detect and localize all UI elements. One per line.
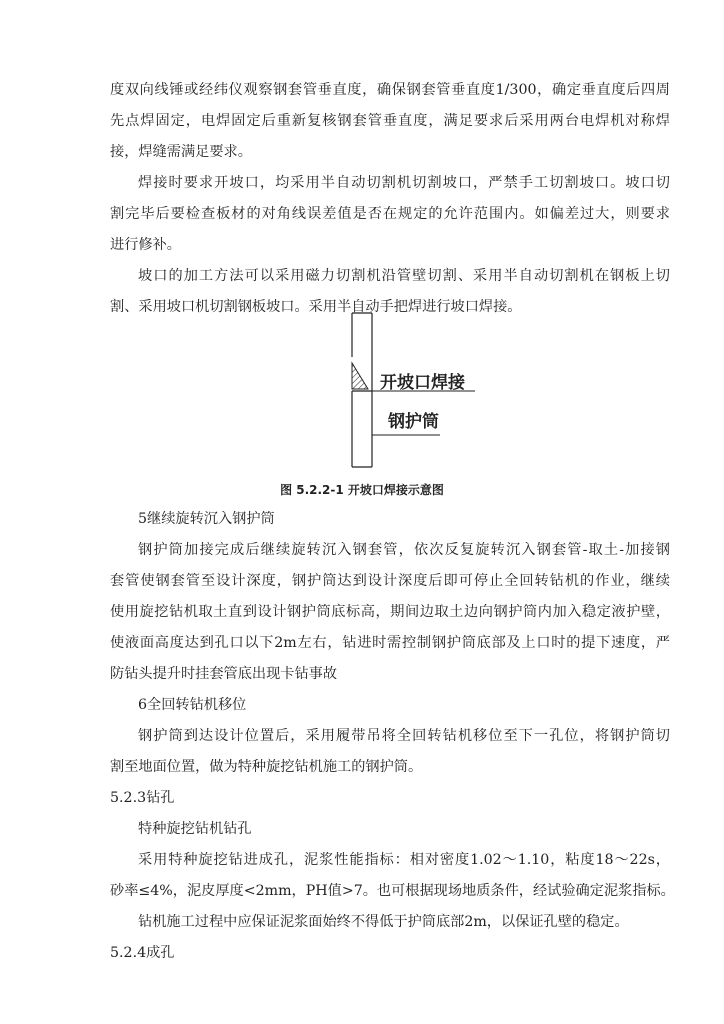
paragraph-line: 套管使钢套管至设计深度，钢护筒达到设计深度后即可停止全回转钻机的作业，继续 [110, 573, 670, 589]
subsection-heading: 特种旋挖钻机钻孔 [138, 821, 252, 837]
section-heading: 5.2.3钻孔 [110, 790, 175, 806]
paragraph-line: 度双向线锤或经纬仪观察钢套管垂直度，确保钢套管垂直度1/300，确定垂直度后四周 [110, 82, 670, 98]
paragraph-line: 坡口的加工方法可以采用磁力切割机沿管壁切割、采用半自动切割机在钢板上切 [138, 268, 670, 284]
paragraph-line: 焊接时要求开坡口，均采用半自动切割机切割坡口，严禁手工切割坡口。坡口切 [138, 175, 670, 191]
paragraph-line: 使用旋挖钻机取土直到设计钢护筒底标高，期间边取土边向钢护筒内加入稳定液护壁， [110, 604, 670, 620]
paragraph-line: 钢护筒加接完成后继续旋转沉入钢套管，依次反复旋转沉入钢套管-取土-加接钢 [138, 542, 670, 558]
paragraph-line: 割完毕后要检查板材的对角线误差值是否在规定的允许范围内。如偏差过大，则要求 [110, 206, 670, 222]
section-heading: 6全回转钻机移位 [138, 697, 247, 713]
groove-weld-label: 开坡口焊接 [380, 373, 465, 393]
groove-weld-diagram [340, 305, 500, 475]
groove-hatch [352, 363, 368, 389]
paragraph-line: 采用特种旋挖钻进成孔，泥浆性能指标：相对密度1.02～1.10，粘度18～22s， [138, 852, 670, 868]
paragraph-line: 钢护筒到达设计位置后，采用履带吊将全回转钻机移位至下一孔位，将钢护筒切 [138, 728, 670, 744]
paragraph-line: 割、采用坡口机切割钢板坡口。采用半自动手把焊进行坡口焊接。 [110, 299, 522, 315]
paragraph-line: 钻机施工过程中应保证泥浆面始终不得低于护筒底部2m，以保证孔壁的稳定。 [138, 914, 629, 930]
paragraph-line: 割至地面位置，做为特种旋挖钻机施工的钢护筒。 [110, 759, 423, 775]
steel-casing-label: 钢护筒 [388, 412, 439, 432]
section-heading: 5.2.4成孔 [110, 945, 175, 961]
paragraph-line: 使液面高度达到孔口以下2m左右，钻进时需控制钢护筒底部及上口时的提下速度，严 [110, 635, 670, 651]
section-heading: 5继续旋转沉入钢护筒 [138, 511, 275, 527]
paragraph-line: 防钻头提升时挂套管底出现卡钻事故 [110, 666, 338, 682]
paragraph-line: 砂率≤4%，泥皮厚度<2mm，PH值>7。也可根据现场地质条件，经试验确定泥浆指标。 [110, 883, 675, 899]
paragraph-line: 先点焊固定，电焊固定后重新复核钢套管垂直度，满足要求后采用两台电焊机对称焊 [110, 113, 670, 129]
figure-caption: 图 5.2.2-1 开坡口焊接示意图 [280, 483, 444, 497]
paragraph-line: 进行修补。 [110, 237, 181, 253]
paragraph-line: 接，焊缝需满足要求。 [110, 144, 252, 160]
